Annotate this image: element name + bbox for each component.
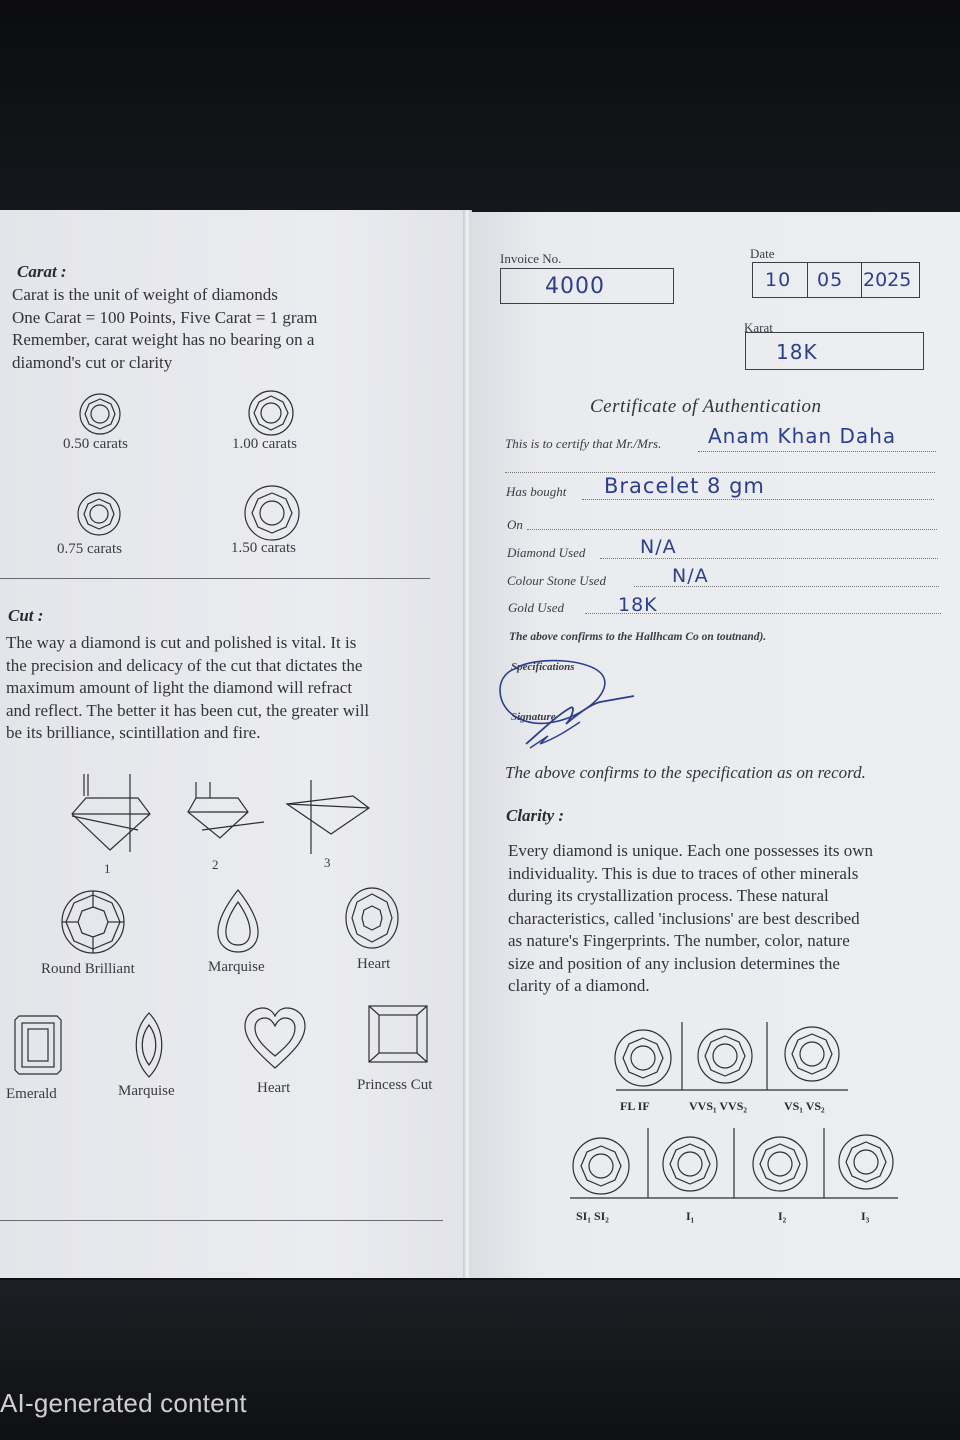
bought-label: Has bought <box>506 484 567 499</box>
clarity-grade-label: I₂ <box>778 1209 787 1223</box>
cut-diagram-number: 1 <box>104 861 111 876</box>
clarity-grade-label: I₃ <box>861 1209 870 1223</box>
date-day: 10 <box>765 269 792 291</box>
invoice-number-box <box>500 268 674 304</box>
carat-size-label: 1.00 carats <box>232 436 297 452</box>
cut-diagram-shallow-icon <box>283 780 375 854</box>
dotted-line <box>505 472 935 473</box>
colour-stone-value: N/A <box>672 565 709 587</box>
clarity-line: during its crystallization process. These natural <box>508 886 829 905</box>
date-divider <box>861 263 862 297</box>
dotted-line <box>600 558 938 559</box>
diamond-vvs-icon <box>698 1029 752 1083</box>
confirm-record: The above confirms to the specification as on record. <box>505 763 866 782</box>
gold-used-value: 18K <box>618 594 658 616</box>
diamond-150-icon <box>243 485 301 543</box>
carat-size-label: 0.50 carats <box>63 436 128 452</box>
signature-label: Signature <box>511 711 556 723</box>
princess-cut-icon <box>367 1004 429 1064</box>
carat-heading: Carat : <box>17 262 67 281</box>
certify-label: This is to certify that Mr./Mrs. <box>505 436 662 451</box>
date-year: 2025 <box>863 269 912 291</box>
dotted-line <box>698 451 936 452</box>
karat-box <box>745 332 924 370</box>
diamond-si-icon <box>573 1138 629 1194</box>
background-top <box>0 0 960 212</box>
diamond-used-label: Diamond Used <box>507 545 586 560</box>
cut-heading: Cut : <box>8 606 44 625</box>
dotted-line <box>582 499 934 500</box>
shape-label: Emerald <box>6 1086 57 1102</box>
diamond-used-value: N/A <box>640 536 677 558</box>
diamond-050-icon <box>78 393 122 437</box>
clarity-line: as nature's Fingerprints. The number, color, nature <box>508 931 850 950</box>
specifications-label: Specifications <box>511 661 575 673</box>
carat-size-label: 1.50 carats <box>231 540 296 556</box>
ai-watermark: AI-generated content <box>0 1388 247 1418</box>
signature-scribble-icon <box>496 656 646 754</box>
carat-line: diamond's cut or clarity <box>12 352 173 372</box>
certify-name: Anam Khan Daha <box>708 424 897 448</box>
clarity-grade-label: FL IF <box>620 1099 650 1113</box>
shape-label: Marquise <box>118 1083 175 1099</box>
clarity-grade-label: I₁ <box>686 1209 695 1223</box>
marquise-pear-icon <box>215 888 261 954</box>
clarity-line: Every diamond is unique. Each one possesses its own <box>508 841 873 860</box>
carat-text <box>12 284 412 374</box>
diamond-100-icon <box>247 390 295 438</box>
gold-used-label: Gold Used <box>508 600 564 615</box>
cut-line: maximum amount of light the diamond will refract <box>6 678 353 697</box>
heart-oval-icon <box>344 886 400 950</box>
certificate-title: Certificate of Authentication <box>590 396 822 417</box>
clarity-line: clarity of a diamond. <box>508 976 650 995</box>
date-box <box>752 262 920 298</box>
cut-line: and reflect. The better it has been cut, the greater will <box>6 700 370 720</box>
karat-label: Karat <box>744 320 773 335</box>
bought-value: Bracelet 8 gm <box>604 474 765 498</box>
diamond-i3-icon <box>839 1135 893 1189</box>
cut-text <box>6 632 446 745</box>
carat-size-label: 0.75 carats <box>57 541 122 557</box>
shape-label: Heart <box>257 1080 291 1096</box>
clarity-heading: Clarity : <box>506 806 565 825</box>
clarity-text <box>508 840 958 998</box>
diamond-fl-icon <box>615 1030 671 1086</box>
carat-line: Remember, carat weight has no bearing on a <box>12 330 315 349</box>
marquise-cut-icon <box>128 1011 170 1079</box>
diamond-075-icon <box>76 492 122 538</box>
cut-diagram-number: 2 <box>212 857 219 872</box>
clarity-scale-row2 <box>568 1126 900 1202</box>
clarity-line: individuality. This is due to traces of other minerals <box>508 863 859 883</box>
emerald-cut-icon <box>13 1014 63 1076</box>
cut-diagram-deep-icon <box>182 782 268 852</box>
clarity-grade-label: VS₁ VS₂ <box>784 1099 825 1113</box>
shape-label: Princess Cut <box>357 1077 433 1093</box>
date-divider <box>807 263 808 297</box>
date-month: 05 <box>817 269 844 291</box>
cut-diagram-number: 3 <box>324 855 331 870</box>
clarity-line: characteristics, called 'inclusions' are best described <box>508 908 860 928</box>
karat-value: 18K <box>776 340 818 364</box>
cut-line: be its brilliance, scintillation and fire. <box>6 723 261 742</box>
date-label: Date <box>750 246 775 261</box>
shape-label: Heart <box>357 956 391 972</box>
shape-label: Round Brilliant <box>41 961 135 977</box>
divider <box>0 1220 443 1221</box>
carat-line: One Carat = 100 Points, Five Carat = 1 gram <box>12 307 318 327</box>
on-label: On <box>507 517 523 532</box>
clarity-line: size and position of any inclusion determines the <box>508 953 840 973</box>
confirm-note: The above confirms to the Hallhcam Co on toutnand). <box>509 631 767 643</box>
colour-stone-label: Colour Stone Used <box>507 573 606 588</box>
heart-cut-icon <box>243 1006 307 1070</box>
clarity-grade-label: SI₁ SI₂ <box>576 1209 609 1223</box>
diamond-vs-icon <box>785 1027 839 1081</box>
diamond-i1-icon <box>663 1137 717 1191</box>
invoice-label: Invoice No. <box>500 251 562 266</box>
diamond-i2-icon <box>753 1137 807 1191</box>
cut-diagram-ideal-icon <box>68 772 158 852</box>
dotted-line <box>527 529 937 530</box>
divider <box>0 578 430 579</box>
cut-line: the precision and delicacy of the cut that dictates the <box>6 655 363 675</box>
cut-line: The way a diamond is cut and polished is vital. It is <box>6 633 357 652</box>
clarity-grade-label: VVS₁ VVS₂ <box>689 1099 747 1113</box>
shape-label: Marquise <box>208 959 265 975</box>
carat-line: Carat is the unit of weight of diamonds <box>12 285 278 304</box>
round-brilliant-icon <box>60 889 126 955</box>
invoice-number: 4000 <box>545 274 605 299</box>
clarity-scale-row1 <box>612 1020 850 1094</box>
